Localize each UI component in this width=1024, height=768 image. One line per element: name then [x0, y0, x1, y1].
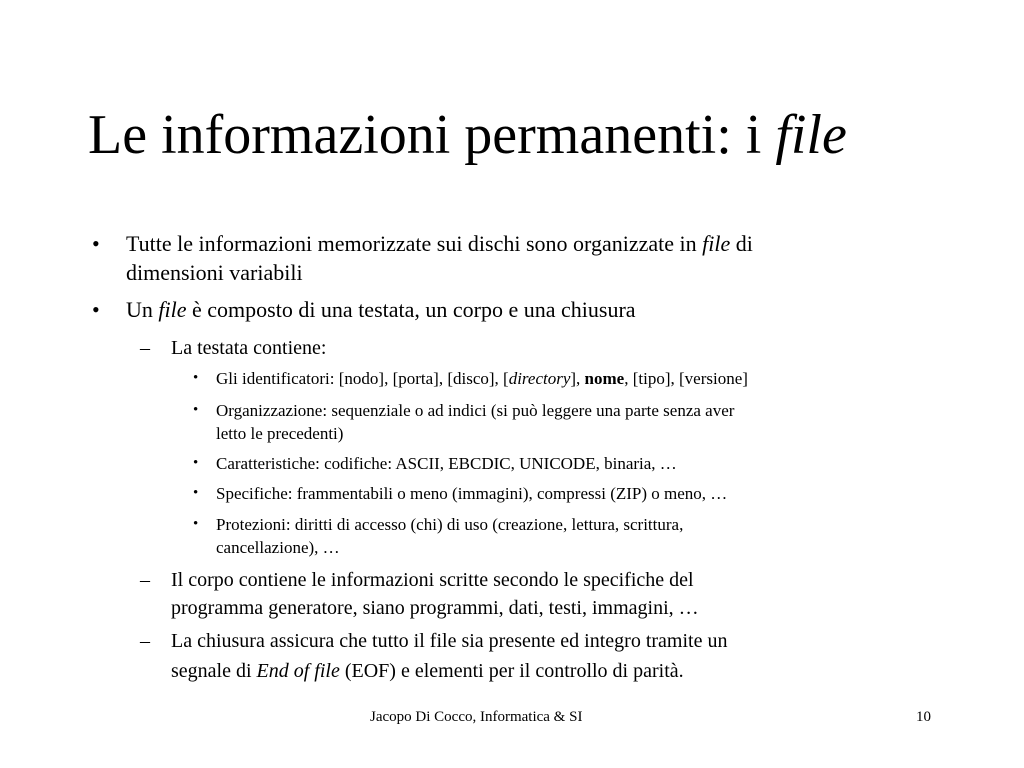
- sub-item-chiusura: La chiusura assicura che tutto il file sia presente ed integro tramite un: [171, 630, 728, 652]
- sub-item-corpo: Il corpo contiene le informazioni scritte secondo le specifiche del: [171, 569, 694, 591]
- title-main: Le informazioni permanenti: i: [88, 104, 762, 166]
- sub-sub-item-specifiche: Specifiche: frammentabili o meno (immagini), compressi (ZIP) o meno, …: [216, 484, 728, 503]
- bullet-marker: •: [193, 402, 199, 418]
- footer-author: Jacopo Di Cocco, Informatica & SI: [370, 709, 583, 725]
- bullet-item-2: Un file è composto di una testata, un corpo e una chiusura: [126, 297, 636, 322]
- title-italic: file: [775, 104, 847, 166]
- dash-marker: –: [140, 337, 150, 359]
- page-number: 10: [916, 709, 931, 725]
- bullet-marker: •: [193, 370, 199, 386]
- sub-sub-item-protezioni-cont: cancellazione), …: [216, 538, 340, 557]
- sub-sub-item-caratteristiche: Caratteristiche: codifiche: ASCII, EBCDIC, UNICODE, binaria, …: [216, 454, 677, 473]
- sub-item-chiusura-cont: segnale di End of file (EOF) e elementi per il controllo di parità.: [171, 660, 684, 682]
- sub-sub-item-organizzazione: Organizzazione: sequenziale o ad indici (si può leggere una parte senza aver: [216, 401, 735, 420]
- sub-sub-item-identificatori: Gli identificatori: [nodo], [porta], [disco], [directory], nome, [tipo], [versione]: [216, 369, 748, 388]
- sub-sub-item-protezioni: Protezioni: diritti di accesso (chi) di uso (creazione, lettura, scrittura,: [216, 515, 684, 534]
- bullet-marker: •: [193, 455, 199, 471]
- sub-sub-item-organizzazione-cont: letto le precedenti): [216, 424, 344, 443]
- dash-marker: –: [140, 630, 150, 652]
- bullet-item-1-cont: dimensioni variabili: [126, 260, 303, 285]
- bullet-marker: •: [193, 516, 199, 532]
- bullet-marker: •: [193, 485, 199, 501]
- bullet-marker: •: [92, 231, 100, 256]
- sub-item-corpo-cont: programma generatore, siano programmi, dati, testi, immagini, …: [171, 597, 699, 619]
- sub-item-testata: La testata contiene:: [171, 337, 327, 359]
- bullet-item-1: Tutte le informazioni memorizzate sui dischi sono organizzate in file di: [126, 231, 753, 256]
- bullet-marker: •: [92, 297, 100, 322]
- dash-marker: –: [140, 569, 150, 591]
